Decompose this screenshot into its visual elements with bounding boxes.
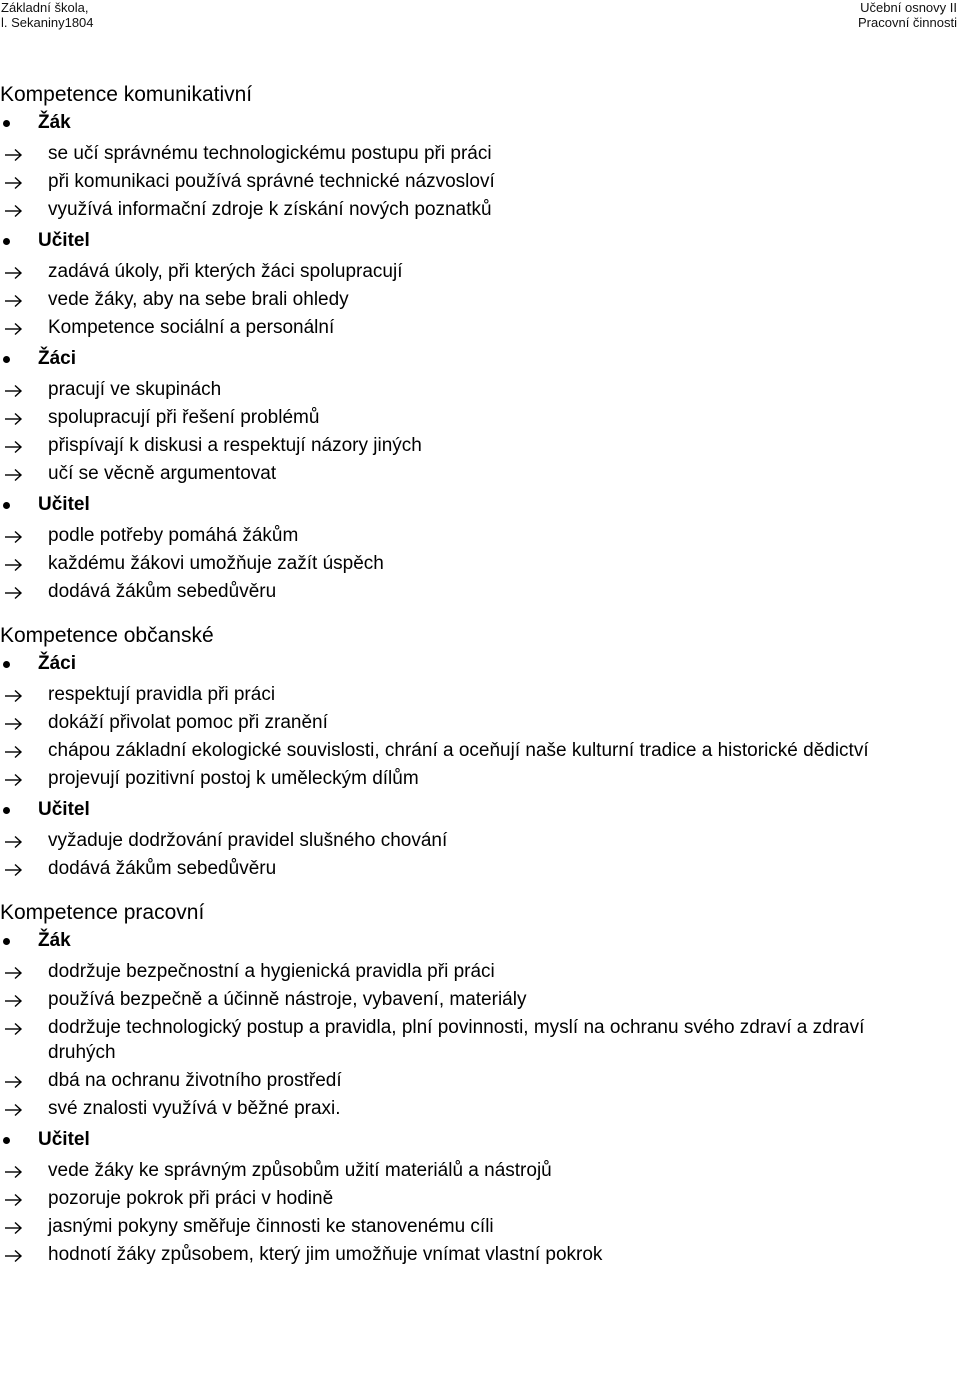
arrow-right-icon [4,384,30,398]
arrow-right-icon [4,1165,30,1179]
list-item [0,523,960,548]
group-heading-label: Učitel [38,1129,90,1150]
list-item [0,738,960,763]
group-heading [0,1124,960,1155]
list-item-text: využívá informační zdroje k získání nových poznatků [48,199,492,220]
bullet-dot-icon [3,1137,10,1144]
group-heading-label: Učitel [38,230,90,251]
list-item [0,141,960,166]
group-heading [0,107,960,138]
list-item-text: projevují pozitivní postoj k uměleckým dílům [48,768,419,789]
arrow-right-icon [4,717,30,731]
group-heading [0,794,960,825]
arrow-right-icon [4,468,30,482]
list-item [0,1214,960,1239]
list-item [0,710,960,735]
bullet-dot-icon [3,356,10,363]
bullet-dot-icon [3,238,10,245]
arrow-right-icon [4,294,30,308]
school-name: Základní škola, [1,0,89,15]
arrow-right-icon [4,1022,30,1036]
list-item-text: své znalosti využívá v běžné praxi. [48,1098,341,1119]
section-title: Kompetence pracovní [0,901,205,924]
list-item [0,828,960,853]
arrow-right-icon [4,558,30,572]
list-item-text: spolupracují při řešení problémů [48,407,320,428]
arrow-right-icon [4,176,30,190]
list-item-text: vyžaduje dodržování pravidel slušného chování [48,830,448,851]
group-heading [0,489,960,520]
list-item [0,405,960,430]
list-item-text: Kompetence sociální a personální [48,317,335,338]
group-heading [0,648,960,679]
arrow-right-icon [4,1075,30,1089]
arrow-right-icon [4,1193,30,1207]
group-heading-label: Žák [38,112,71,133]
list-item-text: podle potřeby pomáhá žákům [48,525,299,546]
list-item [0,1158,960,1183]
list-item-text: se učí správnému technologickému postupu při práci [48,143,492,164]
list-item-text: jasnými pokyny směřuje činnosti ke stanovenému cíli [48,1216,494,1237]
section-title: Kompetence komunikativní [0,83,253,106]
arrow-right-icon [4,148,30,162]
list-item-text: dodává žákům sebedůvěru [48,858,277,879]
list-item-text: hodnotí žáky způsobem, který jim umožňuje vnímat vlastní pokrok [48,1244,603,1265]
arrow-right-icon [4,1249,30,1263]
bullet-dot-icon [3,661,10,668]
list-item-text: pozoruje pokrok při práci v hodině [48,1188,334,1209]
arrow-right-icon [4,266,30,280]
bullet-dot-icon [3,807,10,814]
arrow-right-icon [4,835,30,849]
list-item [0,197,960,222]
list-item-text: používá bezpečně a účinně nástroje, vybavení, materiály [48,989,527,1010]
group-heading-label: Žáci [38,348,77,369]
list-item-text: chápou základní ekologické souvislosti, chrání a oceňují naše kulturní tradice a historické dědictví [48,740,869,761]
list-item [0,959,960,984]
list-item [0,433,960,458]
list-item [0,315,960,340]
arrow-right-icon [4,440,30,454]
list-item [0,461,960,486]
group-heading [0,225,960,256]
arrow-right-icon [4,1103,30,1117]
list-item-text: učí se věcně argumentovat [48,463,277,484]
list-item [0,377,960,402]
list-item [0,987,960,1012]
list-item-text: dokáží přivolat pomoc při zranění [48,712,328,733]
arrow-right-icon [4,863,30,877]
list-item [0,579,960,604]
arrow-right-icon [4,1221,30,1235]
list-item-text: při komunikaci používá správné technické názvosloví [48,171,495,192]
document-title: Učební osnovy II [860,0,957,15]
arrow-right-icon [4,586,30,600]
list-item [0,1068,960,1093]
list-item-text: dodržuje bezpečnostní a hygienická pravidla při práci [48,961,495,982]
arrow-right-icon [4,773,30,787]
list-item [0,287,960,312]
list-item-text: zadává úkoly, při kterých žáci spolupracují [48,261,403,282]
list-item-text: pracují ve skupinách [48,379,222,400]
arrow-right-icon [4,689,30,703]
list-item [0,1096,960,1121]
header-right [858,0,957,30]
group-heading [0,343,960,374]
arrow-right-icon [4,966,30,980]
arrow-right-icon [4,322,30,336]
group-heading-label: Učitel [38,494,90,515]
document-body [0,83,960,1270]
list-item-text: vede žáky, aby na sebe brali ohledy [48,289,349,310]
bullet-dot-icon [3,120,10,127]
list-item-text: přispívají k diskusi a respektují názory jiných [48,435,422,456]
header-left [1,0,94,30]
subject-name: Pracovní činnosti [858,15,957,30]
arrow-right-icon [4,530,30,544]
arrow-right-icon [4,994,30,1008]
group-heading-label: Učitel [38,799,90,820]
group-heading [0,925,960,956]
bullet-dot-icon [3,502,10,509]
list-item-text: každému žákovi umožňuje zažít úspěch [48,553,384,574]
list-item-text: dodává žákům sebedůvěru [48,581,277,602]
list-item [0,1242,960,1267]
list-item [0,766,960,791]
arrow-right-icon [4,412,30,426]
list-item-text: respektují pravidla při práci [48,684,276,705]
list-item [0,169,960,194]
group-heading-label: Žáci [38,653,77,674]
school-address: l. Sekaniny1804 [1,15,94,30]
group-heading-label: Žák [38,930,71,951]
list-item [0,551,960,576]
list-item [0,856,960,881]
list-item [0,259,960,284]
arrow-right-icon [4,745,30,759]
list-item [0,1015,960,1065]
list-item-text: vede žáky ke správným způsobům užití materiálů a nástrojů [48,1160,552,1181]
list-item-text: dbá na ochranu životního prostředí [48,1070,342,1091]
list-item-text: dodržuje technologický postup a pravidla, plní povinnosti, myslí na ochranu svého zdraví a zdraví druhých [48,1017,865,1063]
bullet-dot-icon [3,938,10,945]
section-title: Kompetence občanské [0,624,214,647]
list-item [0,1186,960,1211]
list-item [0,682,960,707]
arrow-right-icon [4,204,30,218]
